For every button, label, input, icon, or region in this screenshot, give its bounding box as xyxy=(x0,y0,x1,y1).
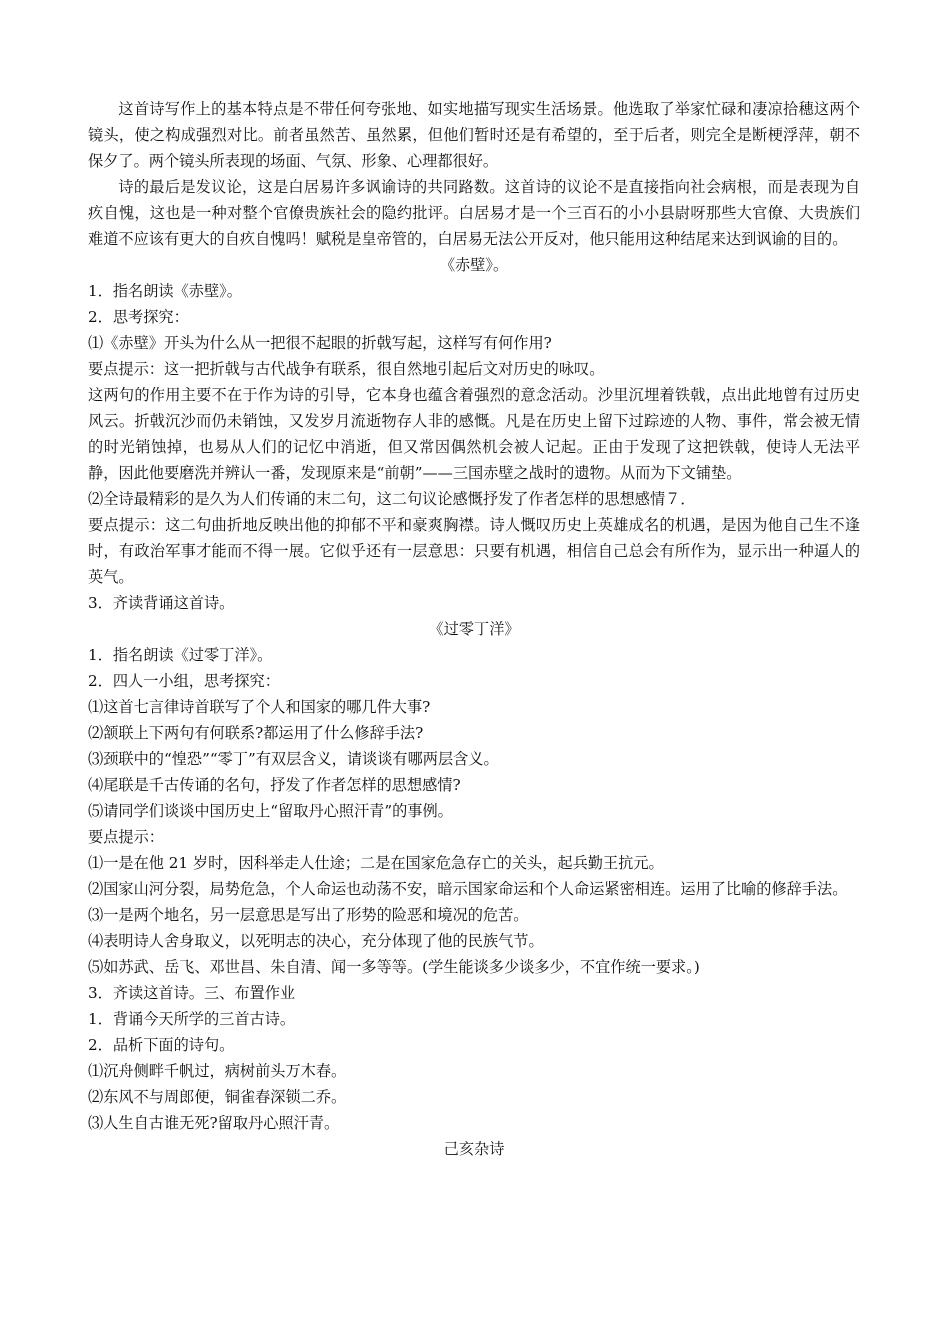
text-line: 2．思考探究： xyxy=(88,308,189,326)
text-line: ⑴一是在他 21 岁时，因科举走人仕途；二是在国家危急存亡的关头，起兵勤王抗元。 xyxy=(88,854,664,872)
text-line: 3．齐读背诵这首诗。 xyxy=(88,594,235,612)
text-line: ⑶颈联中的“惶恐”“零丁”有双层含义，请谈谈有哪两层含义。 xyxy=(88,750,499,768)
text-line: 1．背诵今天所学的三首古诗。 xyxy=(88,1010,296,1028)
text-line: ⑸如苏武、岳飞、邓世昌、朱自清、闻一多等等。(学生能谈多少谈多少，不宜作统一要求。) xyxy=(88,958,700,976)
text-paragraph: 这两句的作用主要不在于作为诗的引导，它本身也蕴含着强烈的意念活动。沙里沉埋着铁戟，点出此地曾有过历史风云。折戟沉沙而仍未销蚀，又发岁月流逝物存人非的感慨。凡是在历史上留下过踪迹的人物、事件，常会被无情的时光销蚀掉，也易从人们的记忆中消逝，但又常因偶然机会被人记起。正由于发现了这把铁戟，使诗人无法平静，因此他要磨洗并辨认一番，发现原来是“前朝”——三国赤壁之战时的遗物。从而为下文铺垫。 xyxy=(88,386,860,482)
text-line: 要点提示：这一把折戟与古代战争有联系，很自然地引起后文对历史的咏叹。 xyxy=(88,360,605,378)
text-line: ⑴这首七言律诗首联写了个人和国家的哪几件大事? xyxy=(88,698,431,716)
intro-paragraph-2: 诗的最后是发议论，这是白居易许多讽谕诗的共同路数。这首诗的议论不是直接指向社会病根，而是表现为自疚自愧，这也是一种对整个官僚贵族社会的隐约批评。白居易才是一个三百石的小小县尉呀那些大官僚、大贵族们难道不应该有更大的自疚自愧吗！赋税是皇帝管的，白居易无法公开反对，他只能用这种结尾来达到讽谕的目的。 xyxy=(88,178,860,248)
text-line: 要点提示： xyxy=(88,828,164,846)
text-line: 1．指名朗读《过零丁洋》。 xyxy=(88,646,273,664)
text-line: ⑶人生自古谁无死?留取丹心照汗青。 xyxy=(88,1114,340,1132)
intro-paragraph-1: 这首诗写作上的基本特点是不带任何夸张地、如实地描写现实生活场景。他选取了举家忙碌和凄凉拾穗这两个镜头，使之构成强烈对比。前者虽然苦、虽然累，但他们暂时还是有希望的，至于后者，则完全是断梗浮萍，朝不保夕了。两个镜头所表现的场面、气氛、形象、心理都很好。 xyxy=(88,100,860,170)
text-line: ⑶一是两个地名，另一层意思是写出了形势的险恶和境况的危苦。 xyxy=(88,906,529,924)
text-line: 3．齐读这首诗。三、布置作业 xyxy=(88,984,296,1002)
text-line: ⑵全诗最精彩的是久为人们传诵的末二句，这二句议论感慨抒发了作者怎样的思想感情７． xyxy=(88,490,696,508)
text-paragraph: ⑵国家山河分裂，局势危急，个人命运也动荡不安，暗示国家命运和个人命运紧密相连。运用了比喻的修辞手法。 xyxy=(88,880,848,898)
document-page xyxy=(88,96,860,1162)
text-line: ⑷表明诗人舍身取义，以死明志的决心，充分体现了他的民族气节。 xyxy=(88,932,544,950)
text-line: 2．四人一小组，思考探究： xyxy=(88,672,280,690)
section-title-chibi: 《赤壁》。 xyxy=(439,256,509,274)
text-line: 1．指名朗读《赤壁》。 xyxy=(88,282,242,300)
text-line: ⑷尾联是千古传诵的名句，抒发了作者怎样的思想感情? xyxy=(88,776,461,794)
text-paragraph: 要点提示：这二句曲折地反映出他的抑郁不平和豪爽胸襟。诗人慨叹历史上英雄成名的机遇，是因为他自己生不逢时，有政治军事才能而不得一展。它似乎还有一层意思：只要有机遇，相信自己总会有所作为，显示出一种逼人的英气。 xyxy=(88,516,860,586)
text-line: 2．品析下面的诗句。 xyxy=(88,1036,235,1054)
section-title-jihaizashi: 己亥杂诗 xyxy=(443,1140,505,1158)
text-line: ⑵颔联上下两句有何联系?都运用了什么修辞手法? xyxy=(88,724,424,742)
text-line: ⑸请同学们谈谈中国历史上“留取丹心照汗青”的事例。 xyxy=(88,802,453,820)
text-line: ⑵东风不与周郎便，铜雀春深锁二乔。 xyxy=(88,1088,347,1106)
section-title-guolingdingyang: 《过零丁洋》 xyxy=(428,620,520,638)
text-line: ⑴沉舟侧畔千帆过，病树前头万木春。 xyxy=(88,1062,347,1080)
text-line: ⑴《赤壁》开头为什么从一把很不起眼的折戟写起，这样写有何作用? xyxy=(88,334,552,352)
